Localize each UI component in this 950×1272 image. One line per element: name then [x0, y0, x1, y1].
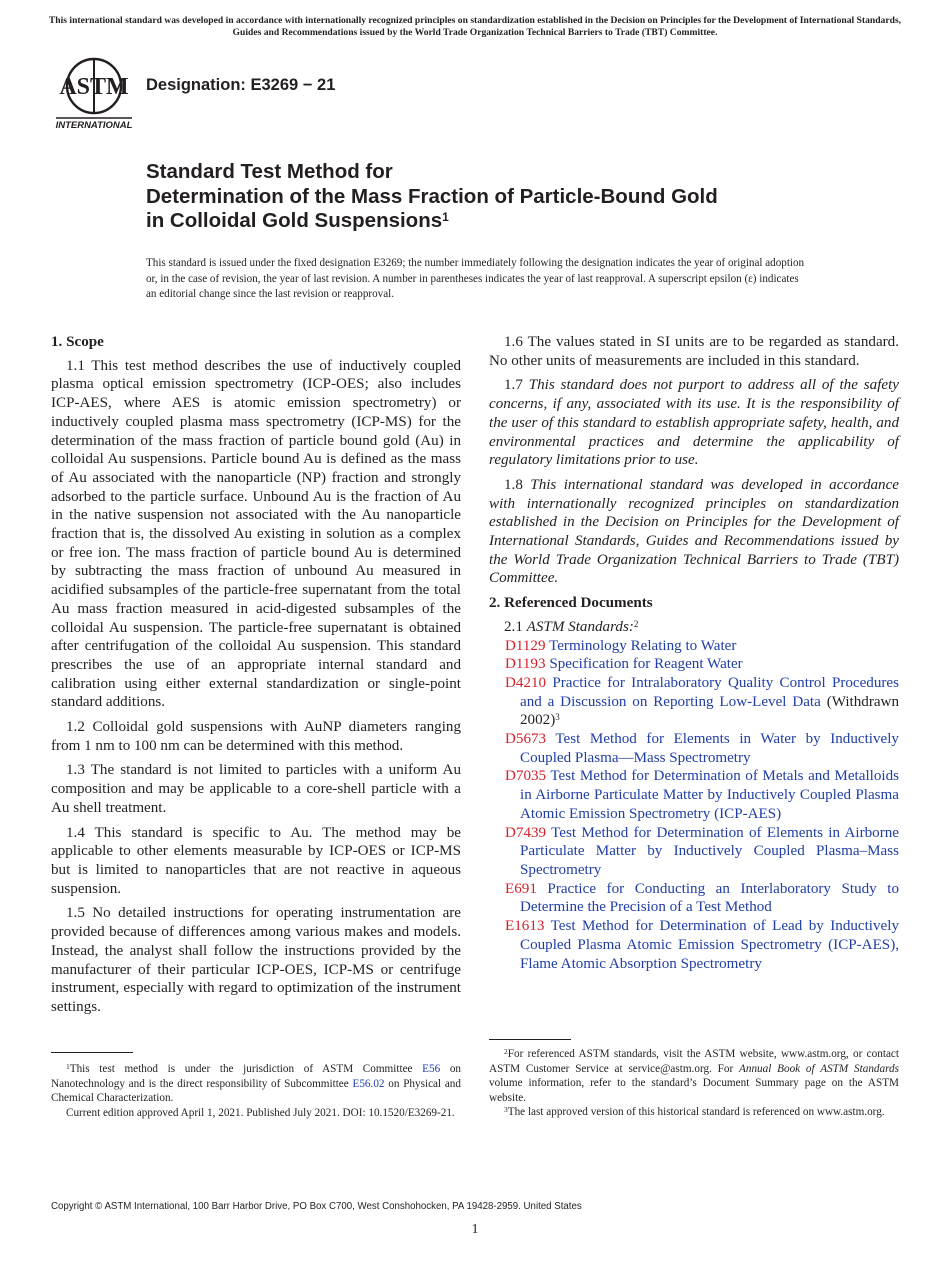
astm-logo — [54, 56, 134, 132]
reference-title[interactable]: Test Method for Determination of Lead by Inductively Coupled Plasma Atomic Emission Spectrometry (ICP-AES), Flame Atomic Absorption Spectrometry — [520, 918, 899, 972]
designation: Designation: E3269 − 21 — [146, 76, 336, 94]
footnotes-right — [489, 1047, 899, 1120]
reference-title[interactable]: Specification for Reagent Water — [549, 656, 743, 673]
reference-title[interactable]: Test Method for Elements in Water by Inductively Coupled Plasma—Mass Spectrometry — [520, 731, 899, 766]
footnote-rule-right — [489, 1039, 571, 1040]
footnotes-left — [51, 1062, 461, 1120]
footnote-1-text-a: This test method is under the jurisdiction of ASTM Committee — [69, 1063, 413, 1075]
footnote-2-text-a: For referenced ASTM standards, visit the ASTM website, www.astm.org, or contact ASTM Customer Service at service@astm.org. For — [489, 1048, 899, 1075]
paragraph-1-6: 1.6 The values stated in SI units are to be regarded as standard. No other units of measurements are included in this standard. — [489, 334, 899, 369]
left-column — [51, 333, 461, 1023]
paragraph-1-7 — [489, 376, 899, 470]
reference-title[interactable]: Practice for Intralaboratory Quality Control Procedures and a Discussion on Reporting Low-Level Data — [520, 674, 900, 710]
subsection-label: ASTM Standards: — [526, 618, 634, 635]
paragraph-1-2: 1.2 Colloidal gold suspensions with AuNP diameters ranging from 1 nm to 100 nm can be determined with this method. — [51, 719, 461, 754]
reference-d1129[interactable] — [489, 637, 899, 656]
footnote-2-book-title: Annual Book of ASTM Standards — [739, 1062, 899, 1075]
reference-d4210[interactable] — [489, 674, 899, 730]
reference-title[interactable]: Practice for Conducting an Interlaboratory Study to Determine the Precision of a Test Method — [520, 880, 900, 916]
trade-notice: This international standard was developed in accordance with internationally recognized principles on standardization established in the Decision on Principles for the Development of International Standards, Guides and Recommendations issued by the World Trade Organization Technical Barriers to Trade (TBT) Committee. — [48, 15, 902, 38]
reference-code[interactable]: D5673 — [505, 731, 547, 748]
footnote-mark-2: 2 — [633, 618, 639, 629]
paragraph-1-3: 1.3 The standard is not limited to particles with a uniform Au composition and may be applicable to a core-shell particle with a Au shell treatment. — [51, 762, 461, 816]
right-column — [489, 333, 899, 973]
paragraph-1-8 — [489, 476, 899, 588]
reference-d7035[interactable] — [489, 767, 899, 823]
page-number: 1 — [471, 1222, 479, 1237]
page-title — [146, 160, 846, 234]
paragraph-1-8-text: This international standard was developed in accordance with internationally recognized principles on standardization established in the Decision on Principles for the Development of International Standards, Guides and Recommendations issued by the World Trade Organization Technical Barriers to Trade (TBT) Committee. — [489, 476, 899, 587]
paragraph-1-5: 1.5 No detailed instructions for operating instrumentation are provided because of differences among various makes and models. Instead, the analyst shall follow the instructions provided by the manufacturer of their particular ICP-OES, ICP-MS or centrifuge instrument, especially with regard to optimization of the instrument settings. — [51, 905, 461, 1015]
footnote-1-text-b: on Nanotechnology and is the direct responsibility of Subcommittee — [51, 1063, 462, 1090]
astm-standards-subheading — [489, 618, 899, 637]
reference-code[interactable]: D4210 — [505, 674, 547, 691]
footnote-3-text: The last approved version of this historical standard is referenced on www.astm.org. — [507, 1106, 885, 1118]
footnote-mark-3: 3 — [555, 712, 560, 723]
reference-title[interactable]: Test Method for Determination of Elements in Airborne Particulate Matter by Inductively Coupled Plasma–Mass Spectrometry — [520, 824, 899, 878]
footnote-3 — [489, 1105, 899, 1120]
reference-code[interactable]: E691 — [505, 880, 537, 897]
title-footnote-mark: 1 — [442, 210, 449, 224]
reference-d5673[interactable] — [489, 730, 899, 767]
reference-code[interactable]: D1193 — [505, 656, 546, 673]
reference-d1193[interactable] — [489, 655, 899, 674]
paragraph-1-7-number: 1.7 — [504, 377, 523, 394]
paragraph-1-8-number: 1.8 — [504, 476, 523, 493]
footnote-1-text-c: on Physical and Chemical Characterization. — [51, 1077, 461, 1104]
subcommittee-link[interactable]: E56.02 — [352, 1077, 385, 1090]
footnote-3-mark: 3 — [504, 1105, 508, 1114]
referenced-documents-heading: 2. Referenced Documents — [489, 595, 653, 612]
footnote-2-mark: 2 — [504, 1047, 508, 1056]
title-line-1: Standard Test Method for — [146, 160, 393, 183]
reference-e1613[interactable] — [489, 917, 899, 973]
reference-code[interactable]: E1613 — [505, 918, 545, 935]
logo-subtext: INTERNATIONAL — [55, 120, 133, 131]
reference-title[interactable]: Terminology Relating to Water — [549, 637, 737, 654]
footnote-rule-left — [51, 1052, 133, 1053]
reference-d7439[interactable] — [489, 824, 899, 880]
paragraph-1-7-text: This standard does not purport to address all of the safety concerns, if any, associated with its use. It is the responsibility of the user of this standard to establish appropriate safety, health, and environmental practices and determine the applicability of regulatory limitations prior to use. — [489, 377, 899, 469]
copyright-line: Copyright © ASTM International, 100 Barr Harbor Drive, PO Box C700, West Conshohocken, PA 19428-2959. United States — [51, 1201, 582, 1212]
reference-e691[interactable] — [489, 880, 899, 917]
footnote-1-edition: Current edition approved April 1, 2021. Published July 2021. DOI: 10.1520/E3269-21. — [66, 1106, 455, 1119]
footnote-1-mark: 1 — [66, 1062, 70, 1071]
footnote-2-text-b: volume information, refer to the standard’s Document Summary page on the ASTM website. — [489, 1077, 899, 1104]
scope-heading: 1. Scope — [51, 334, 104, 350]
committee-link[interactable]: E56 — [422, 1063, 441, 1075]
paragraph-1-1: 1.1 This test method describes the use of inductively coupled plasma optical emission spectrometry (ICP-OES; also includes ICP-AES, where AES is atomic emission spectrometry) or inductively coupled plasma mass spectrometry (ICP-MS) for the determination of the mass fraction of particle bound gold (Au) in colloidal Au suspensions. Particle bound Au is defined as the mass of Au associated with the nanoparticle (NP) fraction and strongly adsorbed to the particle surface. Unbound Au is the fraction of Au in the native suspension not associated with the Au nanoparticle fraction that is, the dissolved Au existing in solution as a complex or free ion. The mass fraction of particle bound Au is determined by subtracting the mass fraction of unbound Au measured in acidified subsamples of the particle-free supernatant from the total Au mass fraction measured in acid-digested subsamples of the colloidal Au suspension. The particle-free supernatant is obtained after centrifugation of the colloidal Au suspension. This standard prescribes the use of an appropriate internal standard and calibration using either external standardization or single-point standard additions. — [51, 357, 461, 711]
logo-text: ASTM — [59, 74, 129, 100]
issuance-statement: This standard is issued under the fixed designation E3269; the number immediately following the designation indicates the year of original adoption or, in the case of revision, the year of last revision. A number in parentheses indicates the year of last reapproval. A superscript epsilon (ε) indicates an editorial change since the last revision or reapproval. — [146, 257, 805, 301]
reference-code[interactable]: D7035 — [505, 768, 547, 785]
title-line-2: Determination of the Mass Fraction of Particle-Bound Gold — [146, 184, 718, 208]
reference-code[interactable]: D7439 — [505, 824, 547, 841]
paragraph-1-4: 1.4 This standard is specific to Au. The method may be applicable to other elements measurable by ICP-OES or ICP-MS but is limited to nanoparticles that are not reactive in aqueous suspension. — [51, 824, 461, 897]
reference-title[interactable]: Test Method for Determination of Metals and Metalloids in Airborne Particulate Matter by Inductively Coupled Plasma Atomic Emission Spectrometry (ICP-AES) — [520, 768, 899, 822]
withdrawn-note: (Withdrawn 2002) — [520, 693, 900, 729]
subsection-number: 2.1 — [504, 618, 523, 635]
footnote-2 — [489, 1047, 899, 1105]
footnote-1 — [51, 1062, 461, 1106]
title-line-3: in Colloidal Gold Suspensions — [146, 209, 443, 232]
reference-code[interactable]: D1129 — [505, 637, 546, 654]
